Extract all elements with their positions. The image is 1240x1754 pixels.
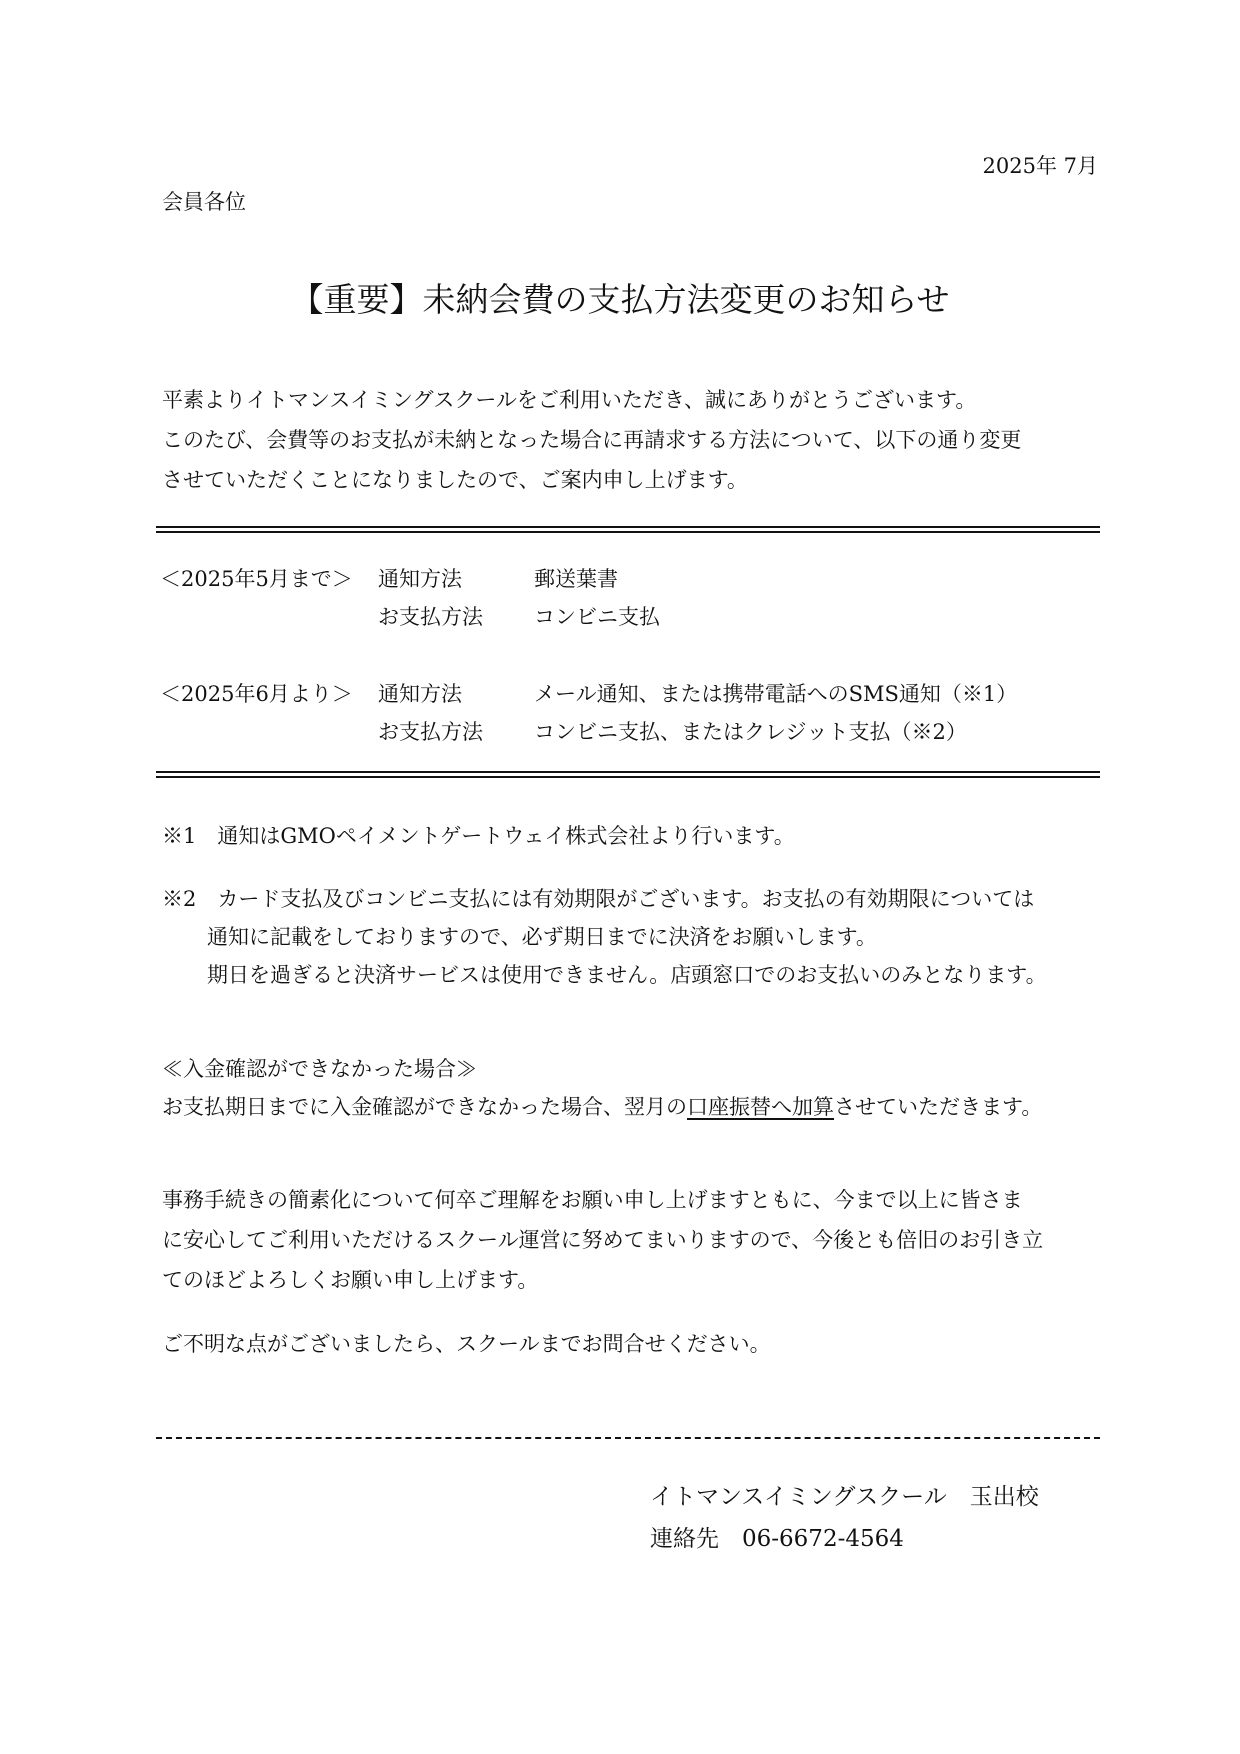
dashed-separator (156, 1437, 1100, 1439)
intro-line: させていただくことになりましたので、ご案内申し上げます。 (162, 468, 748, 492)
note-1: ※1 通知はGMOペイメントゲートウェイ株式会社より行います。 (162, 824, 795, 848)
after-pay-value: コンビニ支払、またはクレジット支払（※2） (534, 720, 967, 744)
inquiry-text: ご不明な点がございましたら、スクールまでお問合せください。 (162, 1332, 771, 1356)
closing-line: てのほどよろしくお願い申し上げます。 (162, 1268, 539, 1292)
intro-line: このたび、会費等のお支払が未納となった場合に再請求する方法について、以下の通り変更 (162, 428, 1022, 452)
closing-line: に安心してご利用いただけるスクール運営に努めてまいりますので、今後とも倍旧のお引き立 (162, 1228, 1044, 1252)
intro-paragraph (162, 380, 1021, 500)
after-period: ＜2025年6月より＞ (160, 682, 353, 706)
note-2-line: 通知に記載をしておりますので、必ず期日までに決済をお願いします。 (207, 925, 877, 949)
unconfirmed-text-underlined: 口座振替へ加算 (687, 1095, 834, 1119)
before-period: ＜2025年5月まで＞ (160, 567, 353, 591)
before-pay-label: お支払方法 (378, 605, 483, 629)
table-top-double-rule (156, 526, 1100, 533)
unconfirmed-text-part: お支払期日までに入金確認ができなかった場合、翌月の (162, 1095, 687, 1119)
unconfirmed-text-part: させていただきます。 (834, 1095, 1043, 1119)
after-notify-value: メール通知、または携帯電話へのSMS通知（※1） (534, 682, 1018, 706)
contact-phone: 連絡先 06-6672-4564 (650, 1526, 904, 1552)
unconfirmed-heading: ≪入金確認ができなかった場合≫ (162, 1057, 477, 1081)
intro-line: 平素よりイトマンスイミングスクールをご利用いただき、誠にありがとうございます。 (162, 388, 977, 412)
unconfirmed-text (162, 1091, 1042, 1121)
before-notify-label: 通知方法 (378, 567, 462, 591)
addressee: 会員各位 (162, 190, 246, 214)
school-name: イトマンスイミングスクール 玉出校 (650, 1484, 1039, 1510)
note-2-line: 期日を過ぎると決済サービスは使用できません。店頭窓口でのお支払いのみとなります。 (207, 963, 1047, 987)
after-notify-label: 通知方法 (378, 682, 462, 706)
table-bottom-double-rule (156, 771, 1100, 778)
document-title: 【重要】未納会費の支払方法変更のお知らせ (290, 280, 950, 319)
before-notify-value: 郵送葉書 (534, 567, 618, 591)
closing-line: 事務手続きの簡素化について何卒ご理解をお願い申し上げますともに、今まで以上に皆さま (162, 1188, 1023, 1212)
note-2-line: ※2 カード支払及びコンビニ支払には有効期限がございます。お支払の有効期限については (162, 887, 1035, 911)
after-pay-label: お支払方法 (378, 720, 483, 744)
before-pay-value: コンビニ支払 (534, 605, 660, 629)
document-date: 2025年 7月 (982, 154, 1098, 178)
